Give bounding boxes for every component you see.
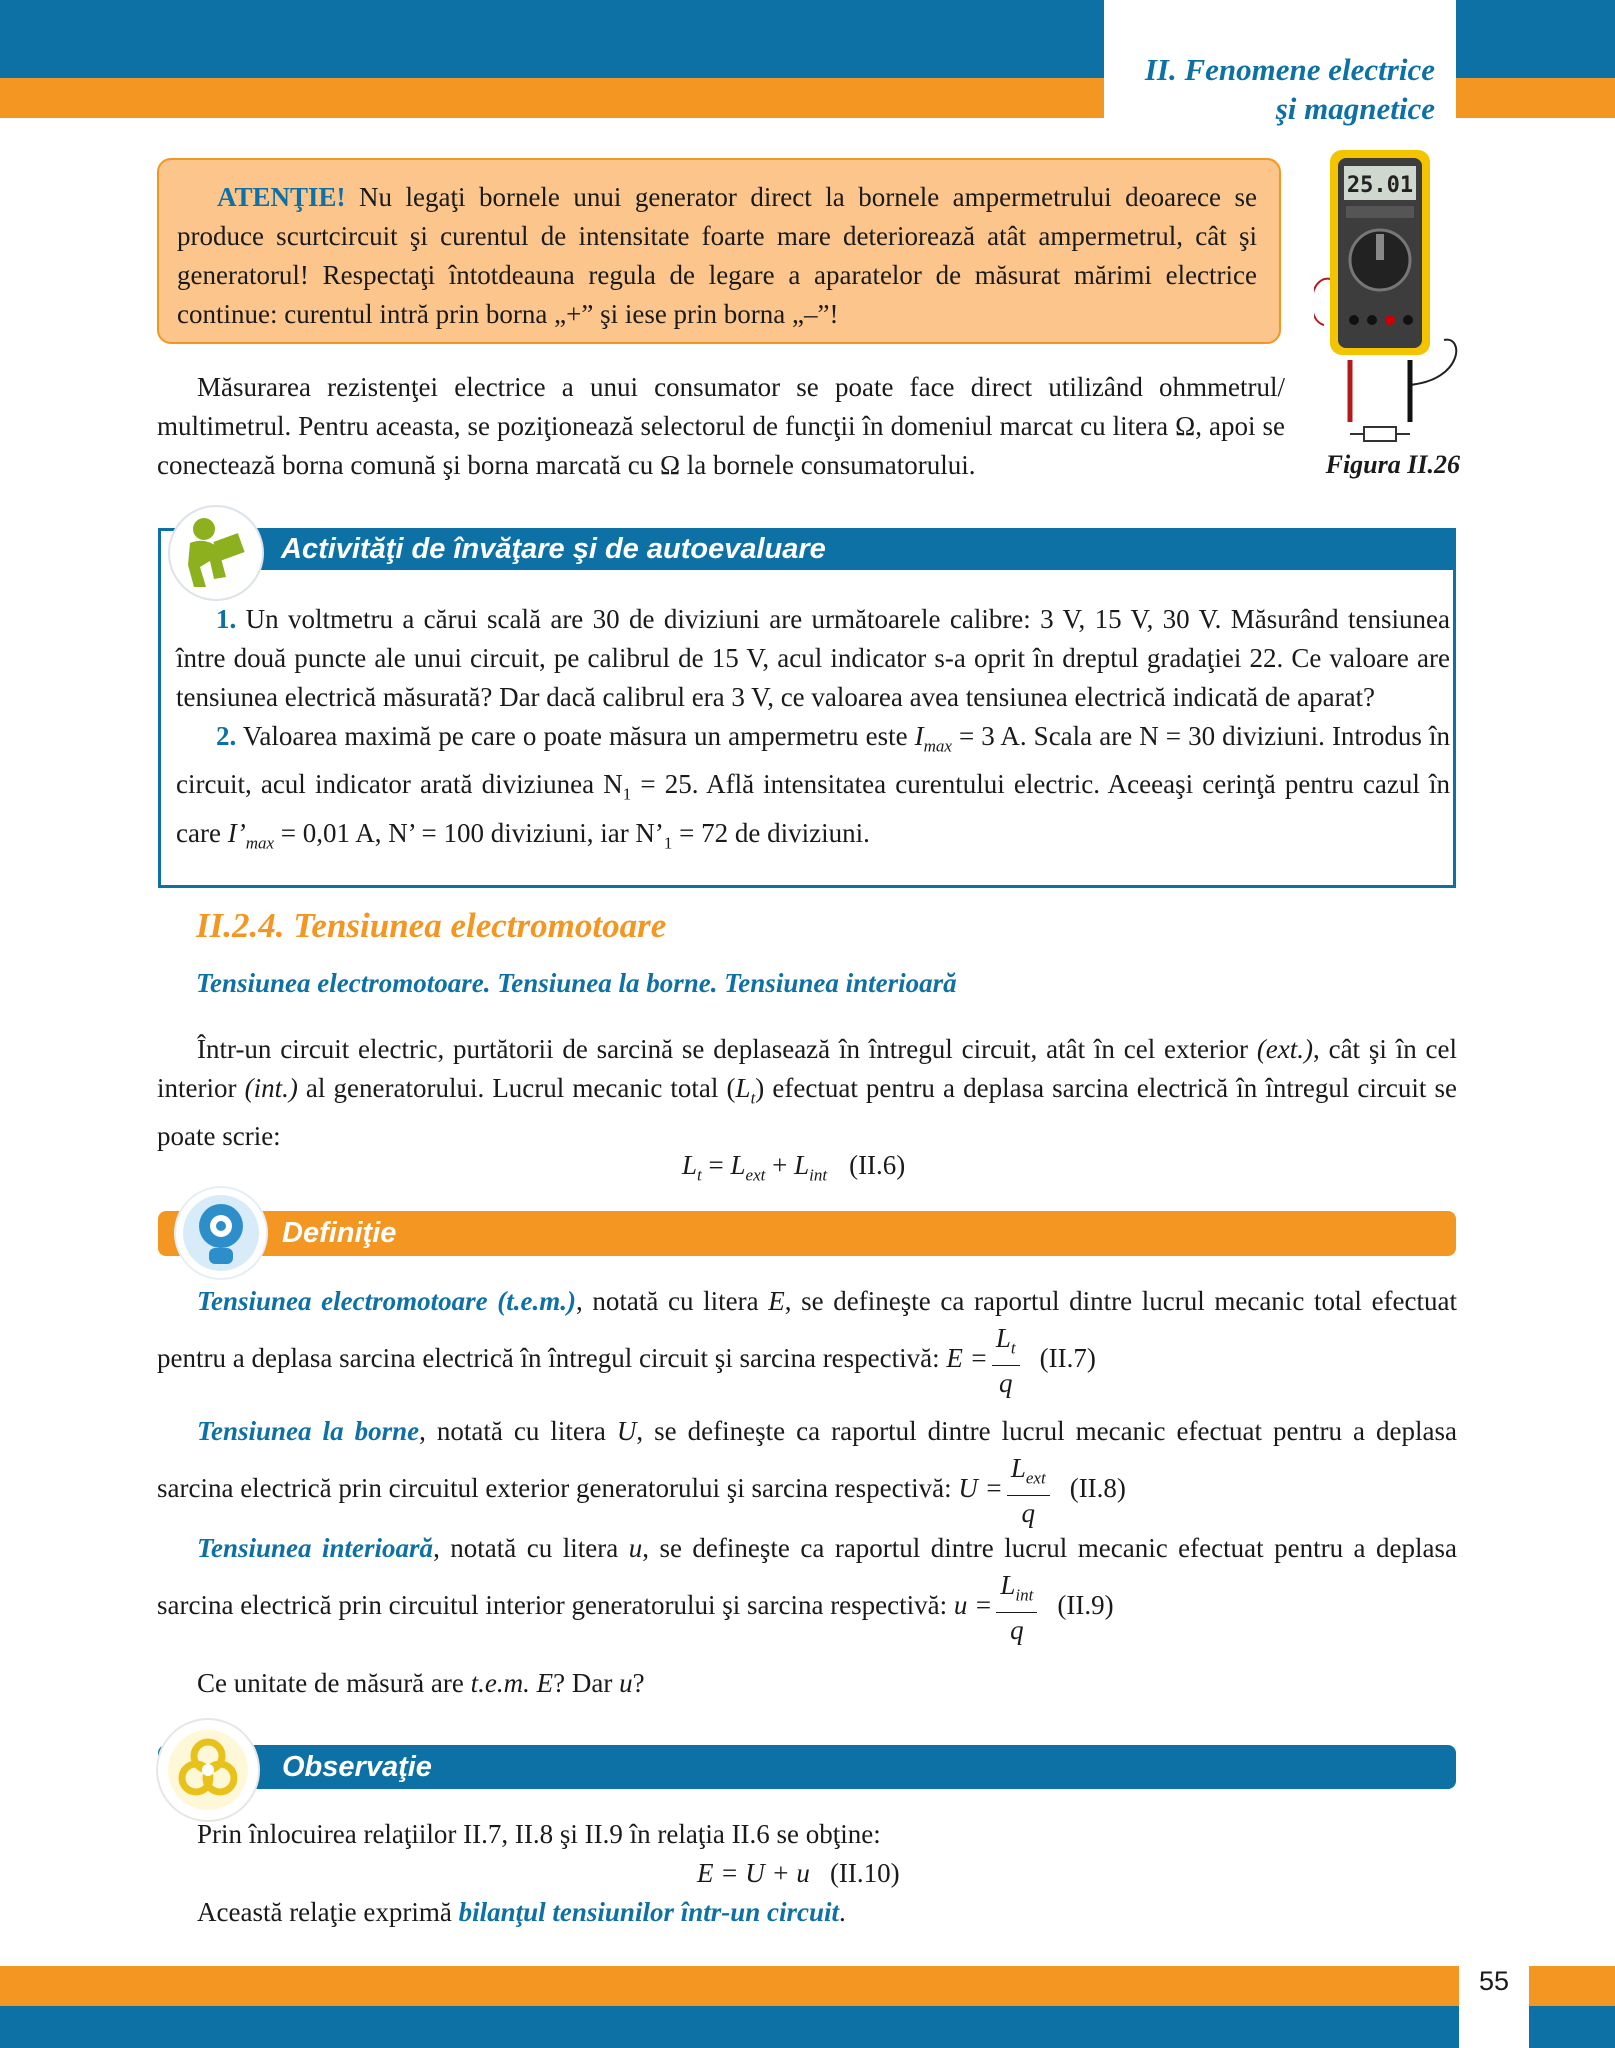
observation-line-1: Prin înlocuirea relaţiilor II.7, II.8 şi II.9 în relaţia II.6 se obţine: (197, 1819, 881, 1849)
chapter-title (1145, 50, 1435, 128)
unit-question (197, 1664, 645, 1703)
eq6-int-subscript: int (809, 1165, 828, 1185)
eq6-lt: L (682, 1150, 698, 1180)
figure-caption: Figura II.26 (1325, 450, 1460, 479)
intro-l-subscript: t (750, 1088, 756, 1108)
reading-person-icon (168, 505, 264, 601)
question-tem: t.e.m. E (470, 1668, 554, 1698)
obs-line3-part-a: Această relaţie exprimă (197, 1897, 459, 1927)
ui-part-b: , se defineşte ca raportul dintre lucrul mecanic efectuat pentru a deplasa sarcina electrică prin circuitul interior generatorului şi sarcina respectivă: (157, 1533, 1457, 1620)
multimeter-display: 25.01 (1346, 173, 1414, 198)
attention-box (157, 158, 1281, 344)
internal-voltage-definition (157, 1529, 1457, 1647)
activity-item-2-part-d: = 0,01 A, N’ = 100 diviziuni, iar N’ (274, 817, 664, 848)
eq6-t-subscript: t (697, 1165, 702, 1185)
activity-item-1 (176, 600, 1450, 717)
tem-denominator: q (998, 1368, 1013, 1399)
obs-line3-part-b: . (839, 1897, 846, 1927)
intro-l-symbol: L (735, 1073, 751, 1103)
observation-header-bar (158, 1745, 1456, 1789)
question-u: u (619, 1668, 633, 1698)
eq6-number: (II.6) (849, 1150, 906, 1180)
imax-symbol: I (914, 721, 924, 751)
activity-title: Activităţi de învăţare şi de autoevaluare (281, 533, 826, 565)
observation-title: Observaţie (282, 1751, 432, 1783)
biohazard-style-icon (158, 1720, 258, 1820)
intro-part-c: al generatorului. Lucrul mecanic total ( (297, 1073, 736, 1103)
n1-prime-subscript: 1 (663, 833, 673, 853)
ub-part-a: , notată cu litera (419, 1416, 617, 1446)
tem-numerator: L (995, 1323, 1011, 1353)
intro-part-a: Într-un circuit electric, purtătorii de sarcină se deplasează în întregul circuit, atât în cel exterior (197, 1034, 1257, 1064)
n1-subscript: 1 (622, 784, 632, 804)
tem-fraction (992, 1321, 1020, 1400)
ui-u-symbol: u (628, 1533, 643, 1563)
intro-int: (int.) (244, 1073, 298, 1103)
ub-part-b: , se defineşte ca raportul dintre lucrul mecanic efectuat pentru a deplasa sarcina electrică prin circuitul exterior generatorului şi sarcina respectivă: (157, 1416, 1457, 1503)
footer-orange-band (0, 1966, 1615, 2006)
activity-item-2-part-c: = 25. Află intensitatea curentului electric. Aceeaşi cerinţă pentru cazul în care (176, 769, 1451, 848)
definition-header-bar (158, 1211, 1456, 1256)
question-part-b: ? Dar (553, 1668, 620, 1698)
question-part-c: ? (632, 1668, 645, 1698)
section-title: II.2.4. Tensiunea electromotoare (196, 906, 667, 945)
tem-part-b: , se defineşte ca raportul dintre lucrul mecanic total efectuat pentru a deplasa sarcina electrică în întregul circuit şi sarcina respectivă: (157, 1286, 1458, 1373)
ui-fraction (996, 1568, 1037, 1647)
eq6-equals: = (701, 1150, 731, 1180)
tem-e-symbol: E (768, 1286, 785, 1316)
tem-part-a: , notată cu litera (576, 1286, 769, 1316)
resistance-paragraph: Măsurarea rezistenţei electrice a unui consumator se poate face direct utilizând ohmmetrul/ multimetrul. Pentru aceasta, se poziţionează selectorul de funcţii în domeniul marcat cu litera Ω, apoi se conectează borna comună şi borna marcată cu Ω la bornele consumatorului. (157, 372, 1285, 480)
info-bulb-icon (176, 1188, 266, 1278)
ub-lhs: U = (958, 1472, 1003, 1503)
page-number: 55 (1478, 1966, 1510, 1996)
imax-subscript: max (923, 736, 952, 756)
activity-header-bar (176, 528, 1456, 570)
tem-equation-number: (II.7) (1039, 1342, 1096, 1373)
footer-blue-band (0, 2006, 1615, 2048)
chapter-title-line1: II. Fenomene electrice (1144, 52, 1435, 87)
intro-part-d: ) efectuat pentru a deplasa sarcina electrică în întregul circuit se poate scrie: (157, 1073, 1457, 1152)
ui-term: Tensiunea interioară (197, 1533, 434, 1563)
ui-lhs: u = (953, 1589, 993, 1620)
activity-item-1-text: Un voltmetru a cărui scală are 30 de diviziuni are următoarele calibre: 3 V, 15 V, 30 V. Măsurând tensiunea între două puncte ale unui circuit, pe calibrul de 15 V, acul indicator s-a oprit în dreptul gradaţiei 22. Ce valoare are tensiunea electrică măsurată? Dar dacă calibrul era 3 V, ce valoarea avea tensiunea electrică indicată de aparat? (176, 604, 1450, 712)
multimeter-illustration (1314, 150, 1458, 450)
eq6-lint: L (794, 1150, 810, 1180)
imax-prime-subscript: max (245, 833, 275, 853)
section-subtitle: Tensiunea electromotoare. Tensiunea la borne. Tensiunea interioară (196, 968, 957, 998)
intro-part-b: , cât şi în cel interior (157, 1034, 1458, 1103)
eq10-expression: E = U + u (697, 1858, 810, 1888)
tem-numerator-subscript: t (1010, 1338, 1016, 1358)
eq6-lext: L (730, 1150, 746, 1180)
ui-denominator: q (1010, 1615, 1024, 1646)
activity-item-1-number: 1. (216, 604, 237, 634)
attention-label: ATENŢIE! (217, 182, 346, 212)
ub-term: Tensiunea la borne (197, 1416, 420, 1446)
activity-item-2-part-a: Valoarea maximă pe care o poate măsura un ampermetru este (236, 721, 915, 751)
ub-denominator: q (1021, 1498, 1036, 1529)
ub-equation-number: (II.8) (1069, 1472, 1126, 1503)
attention-text (177, 178, 1257, 334)
ub-numerator: L (1010, 1453, 1026, 1483)
equation-ii-10 (697, 1854, 900, 1893)
ui-equation-number: (II.9) (1057, 1589, 1114, 1620)
eq10-number: (II.10) (829, 1858, 900, 1888)
attention-body: Nu legaţi bornele unui generator direct la bornele ampermetrului deoarece se produce scurtcircuit şi curentul de intensitate foarte mare deteriorează atât ampermetrul, cât şi generatorul! Respectaţi întotdeauna regula de legare a aparatelor de măsurat mărimi electrice continue: curentul intră prin borna „+” şi iese prin borna „–”! (177, 182, 1257, 329)
ui-part-a: , notată cu litera (433, 1533, 629, 1563)
activity-item-2-part-e: = 72 de diviziuni. (672, 817, 870, 848)
tension-balance-term: bilanţul tensiunilor într-un circuit (458, 1897, 839, 1927)
definition-title: Definiţie (282, 1217, 397, 1249)
intro-paragraph (157, 1030, 1457, 1156)
activity-item-2-number: 2. (216, 721, 237, 751)
question-part-a: Ce unitate de măsură are (197, 1668, 471, 1698)
equation-ii-6 (682, 1146, 905, 1194)
tem-definition (157, 1282, 1457, 1400)
terminal-voltage-definition (157, 1412, 1457, 1530)
ub-u-symbol: U (616, 1416, 637, 1446)
tem-term: Tensiunea electromotoare (t.e.m.) (197, 1286, 577, 1316)
intro-ext: (ext.) (1256, 1034, 1314, 1064)
ui-numerator-subscript: int (1015, 1585, 1034, 1605)
activity-item-2 (176, 717, 1450, 862)
eq6-plus: + (765, 1150, 795, 1180)
imax-prime-symbol: I’ (227, 817, 246, 848)
ub-fraction (1007, 1451, 1050, 1530)
activity-content (176, 600, 1450, 862)
observation-line-3 (197, 1893, 846, 1932)
activity-item-2-part-b: = 3 A. Scala are N = 30 diviziuni. Introdus în circuit, acul indicator arată diviziunea N (176, 721, 1450, 800)
ub-numerator-subscript: ext (1025, 1468, 1046, 1488)
eq6-ext-subscript: ext (745, 1165, 766, 1185)
chapter-title-line2: şi magnetice (1275, 91, 1435, 126)
tem-lhs: E = (946, 1342, 988, 1373)
ui-numerator: L (1000, 1570, 1016, 1600)
